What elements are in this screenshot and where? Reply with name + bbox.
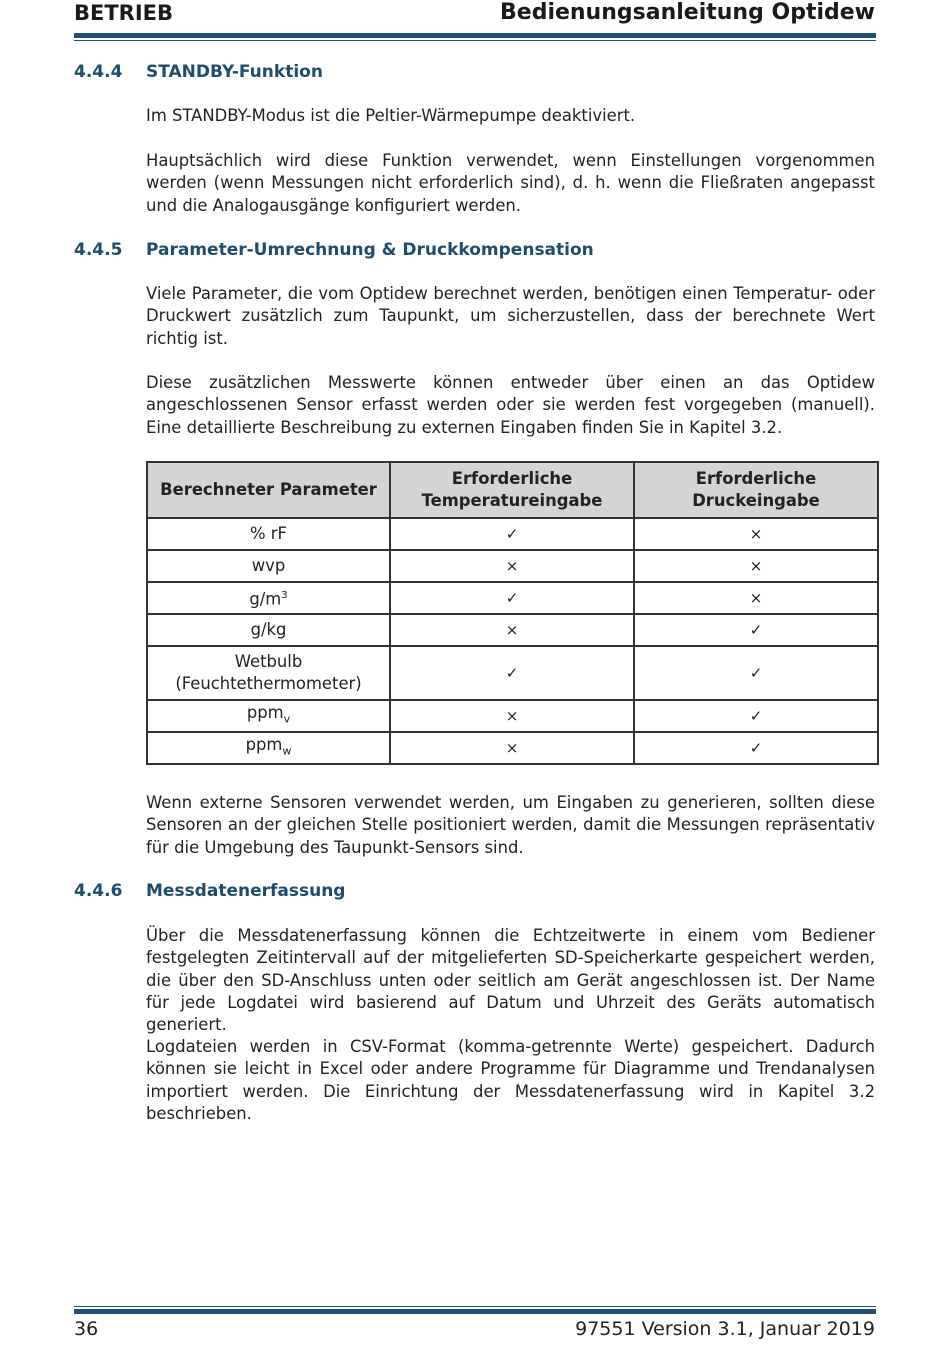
section-number: 4.4.5	[74, 240, 123, 260]
temperature-required-mark: ✓	[390, 646, 634, 700]
parameter-name: g/m	[249, 589, 282, 609]
footer-rule-thick	[74, 1309, 876, 1314]
pressure-required-mark: ✓	[634, 700, 878, 732]
page-number: 36	[74, 1318, 99, 1340]
paragraph: Wenn externe Sensoren verwendet werden, um Eingaben zu generieren, sollten diese Sensoren an der gleichen Stelle positioniert werden, damit die Messungen repräsentativ für die Umgebung des Taupunkt-Sensors sind.	[146, 793, 875, 857]
table-row	[147, 582, 878, 614]
section-heading-4-4-6	[74, 881, 345, 901]
parameter-name-line2: (Feuchtethermometer)	[175, 674, 362, 693]
running-header-section: BETRIEB	[74, 1, 174, 25]
section-title: Parameter-Umrechnung & Druckkompensation	[146, 240, 594, 260]
table-row	[147, 550, 878, 582]
parameter-name: Wetbulb	[234, 652, 303, 671]
pressure-required-mark: ✓	[634, 646, 878, 700]
paragraph: Über die Messdatenerfassung können die Echtzeitwerte in einem vom Bediener festgelegten Zeitintervall auf der mitgelieferten SD-Speicherkarte gespeichert werden, die über den SD-Anschluss unten oder seitlich am Gerät angeschlossen ist. Der Name für jede Logdatei wird basierend auf Datum und Uhrzeit des Geräts automatisch generiert.	[146, 926, 875, 1035]
parameter-cell: wvp	[147, 550, 390, 582]
footer-rule-thin	[74, 1306, 876, 1307]
column-header-parameter: Berechneter Parameter	[147, 462, 390, 518]
temperature-required-mark: ×	[390, 732, 634, 764]
parameter-name: ppm	[246, 702, 284, 722]
parameter-name: ppm	[245, 734, 283, 754]
parameter-cell	[147, 582, 390, 614]
temperature-required-mark: ✓	[390, 518, 634, 550]
temperature-required-mark: ×	[390, 614, 634, 646]
section-number: 4.4.4	[74, 62, 123, 82]
parameter-cell: % rF	[147, 518, 390, 550]
document-version: 97551 Version 3.1, Januar 2019	[575, 1318, 875, 1340]
parameter-superscript: 3	[281, 590, 288, 602]
pressure-required-mark: ×	[634, 550, 878, 582]
parameter-cell	[147, 700, 390, 732]
parameter-subscript: w	[282, 744, 292, 758]
table-row	[147, 646, 878, 700]
pressure-required-mark: ×	[634, 518, 878, 550]
table-row	[147, 518, 878, 550]
pressure-required-mark: ×	[634, 582, 878, 614]
column-header-pressure: Erforderliche Druckeingabe	[634, 462, 878, 518]
section-title: Messdatenerfassung	[146, 881, 346, 901]
section-title: STANDBY-Funktion	[146, 62, 323, 82]
section-number: 4.4.6	[74, 881, 123, 901]
table-row	[147, 700, 878, 732]
parameter-cell: g/kg	[147, 614, 390, 646]
parameter-subscript: v	[283, 712, 291, 726]
parameter-cell	[147, 646, 390, 700]
paragraph: Diese zusätzlichen Messwerte können entweder über einen an das Optidew angeschlossenen Sensor erfasst werden oder sie werden fest vorgegeben (manuell). Eine detaillierte Beschreibung zu externen Eingaben finden Sie in Kapitel 3.2.	[146, 373, 875, 437]
parameter-cell	[147, 732, 390, 764]
column-header-temperature: Erforderliche Temperatureingabe	[390, 462, 634, 518]
pressure-required-mark: ✓	[634, 614, 878, 646]
header-rule-thin	[74, 40, 876, 41]
table-row	[147, 732, 878, 764]
table-row	[147, 614, 878, 646]
pressure-required-mark: ✓	[634, 732, 878, 764]
paragraph: Hauptsächlich wird diese Funktion verwendet, wenn Einstellungen vorgenommen werden (wenn Messungen nicht erforderlich sind), d. h. wenn die Fließraten angepasst und die Analogausgänge konfiguriert werden.	[146, 151, 875, 215]
temperature-required-mark: ×	[390, 550, 634, 582]
temperature-required-mark: ✓	[390, 582, 634, 614]
paragraph: Im STANDBY-Modus ist die Peltier-Wärmepumpe deaktiviert.	[146, 106, 636, 125]
parameter-table	[146, 461, 879, 765]
header-rule-thick	[74, 33, 876, 38]
section-heading-4-4-5	[74, 240, 594, 260]
temperature-required-mark: ×	[390, 700, 634, 732]
paragraph: Viele Parameter, die vom Optidew berechnet werden, benötigen einen Temperatur- oder Druckwert zusätzlich zum Taupunkt, um sicherzustellen, dass der berechnete Wert richtig ist.	[146, 284, 875, 348]
table-header-row	[147, 462, 878, 518]
paragraph: Logdateien werden in CSV-Format (komma-getrennte Werte) gespeichert. Dadurch können sie leicht in Excel oder andere Programme für Diagramme und Trendanalysen importiert werden. Die Einrichtung der Messdatenerfassung wird in Kapitel 3.2 beschrieben.	[146, 1037, 875, 1123]
section-heading-4-4-4	[74, 62, 323, 82]
running-header-title: Bedienungsanleitung Optidew	[500, 0, 875, 25]
